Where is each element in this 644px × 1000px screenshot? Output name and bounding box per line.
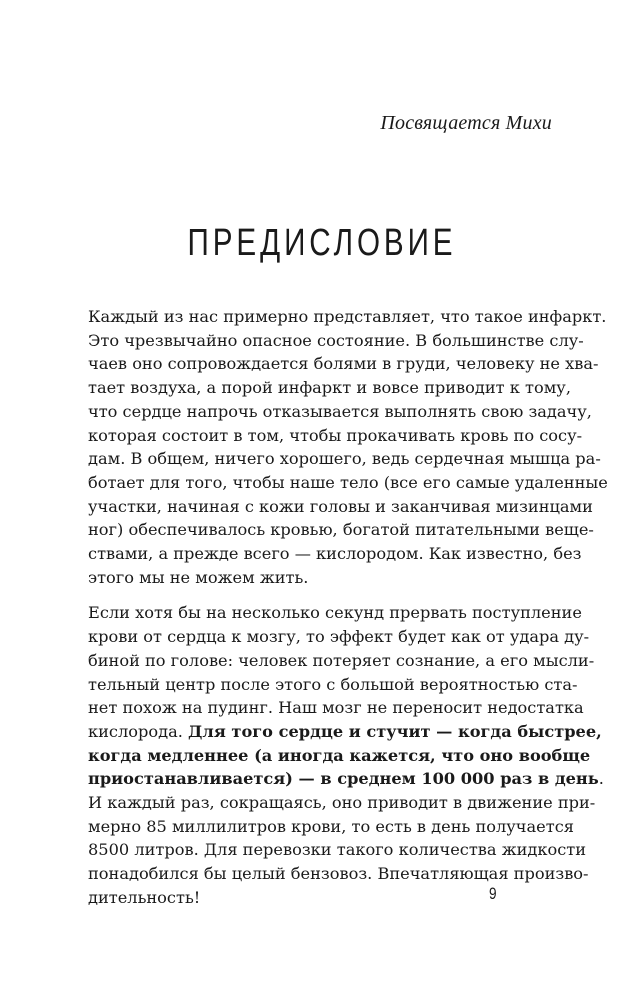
paragraph-gap xyxy=(88,589,546,601)
text-line-mixed xyxy=(88,720,602,744)
text-line: Это чрезвычайно опасное состояние. В большинстве слу- xyxy=(88,330,584,350)
text-line: нет похож на пудинг. Наш мозг не переносит недостатка xyxy=(88,698,584,718)
bold-text-run: Для того сердце и стучит — когда быстрее, xyxy=(188,721,602,741)
text-line: дам. В общем, ничего хорошего, ведь сердечная мышца ра- xyxy=(88,449,601,469)
page-number: 9 xyxy=(488,884,497,903)
text-line: участки, начиная с кожи головы и заканчивая мизинцами xyxy=(88,496,593,516)
text-line: Каждый из нас примерно представляет, что такое инфаркт. xyxy=(88,307,607,326)
text-line: Если хотя бы на несколько секунд прервать поступление xyxy=(88,603,582,623)
text-line: 8500 литров. Для перевозки такого количества жидкости xyxy=(88,840,587,860)
text-line: тает воздуха, а порой инфаркт и вовсе приводит к тому, xyxy=(88,378,571,398)
body-text xyxy=(88,305,608,910)
text-line: понадобился бы целый бензовоз. Впечатляющая произво- xyxy=(88,864,589,884)
text-line: ног) обеспечивалось кровью, богатой питательными веще- xyxy=(88,520,594,540)
bold-text-run: приостанавливается) — в среднем 100 000 раз в день xyxy=(88,769,599,789)
dedication: Посвящается Михи xyxy=(380,112,552,134)
bold-text-run: когда медленнее (а иногда кажется, что оно вообще xyxy=(88,745,591,765)
text-line-bold xyxy=(88,744,591,768)
text-line: И каждый раз, сокращаясь, оно приводит в движение при- xyxy=(88,793,596,813)
text-run: . xyxy=(598,769,604,789)
text-line: ботает для того, чтобы наше тело (все его самые удаленные xyxy=(88,472,608,492)
text-line: мерно 85 миллилитров крови, то есть в день получается xyxy=(88,816,574,836)
paragraph-2 xyxy=(88,601,604,909)
text-line: биной по голове: человек потеряет сознание, а его мысли- xyxy=(88,650,595,670)
text-line: что сердце напрочь отказывается выполнять свою задачу, xyxy=(88,401,592,421)
chapter-title: ПРЕДИСЛОВИЕ xyxy=(187,222,457,264)
text-line: дительность! xyxy=(88,887,201,907)
text-run: кислорода. xyxy=(88,721,189,741)
text-line: чаев оно сопровождается болями в груди, человеку не хва- xyxy=(88,354,599,374)
paragraph-1 xyxy=(88,305,608,589)
text-line: тельный центр после этого с большой вероятностью ста- xyxy=(88,674,578,694)
text-line-mixed xyxy=(88,767,604,791)
text-line: крови от сердца к мозгу, то эффект будет как от удара ду- xyxy=(88,627,590,647)
text-line: которая состоит в том, чтобы прокачивать кровь по сосу- xyxy=(88,425,583,445)
text-line: ствами, а прежде всего — кислородом. Как известно, без xyxy=(88,544,582,564)
text-line: этого мы не можем жить. xyxy=(88,567,309,587)
